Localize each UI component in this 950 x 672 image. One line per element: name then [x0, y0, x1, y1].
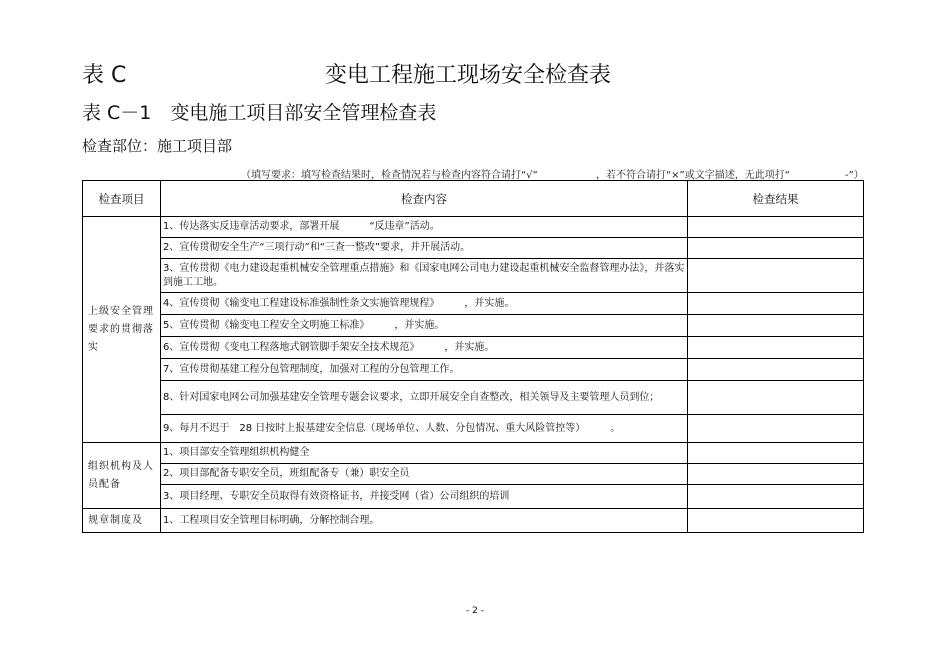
check-content-cell: 2、项目部配备专职安全员，班组配备专（兼）职安全员: [161, 464, 688, 485]
check-content-cell: 3、宣传贯彻《电力建设起重机械安全管理重点措施》和《国家电网公司电力建设起重机械安全监督管理办法》，并落实到施工工地。: [161, 259, 688, 293]
table-row: [83, 315, 864, 337]
check-result-cell[interactable]: [688, 238, 864, 259]
table-row: [83, 464, 864, 485]
table-row: [83, 337, 864, 359]
main-title: 变电工程施工现场安全检查表: [325, 63, 612, 88]
category-cell: 上级安全管理要求的贯彻落实: [83, 217, 161, 443]
department-label: 检查部位：施工项目部: [82, 137, 233, 155]
table-row: [83, 443, 864, 464]
check-result-cell[interactable]: [688, 337, 864, 359]
check-result-cell[interactable]: [688, 509, 864, 533]
table-row: [83, 509, 864, 533]
table-row: [83, 359, 864, 381]
table-code: 表 C: [82, 63, 127, 88]
check-result-cell[interactable]: [688, 315, 864, 337]
check-content-cell: 3、项目经理、专职安全员取得有效资格证书，并接受网（省）公司组织的培训: [161, 485, 688, 509]
check-result-cell[interactable]: [688, 259, 864, 293]
check-content-cell: 7、宣传贯彻基建工程分包管理制度，加强对工程的分包管理工作。: [161, 359, 688, 381]
check-result-cell[interactable]: [688, 415, 864, 443]
table-header-row: [83, 181, 864, 217]
table-row: [83, 217, 864, 238]
check-content-cell: 4、宣传贯彻《输变电工程建设标准强制性条文实施管理规程》 ，并实施。: [161, 293, 688, 315]
fill-note-1: （填写要求：填写检查结果时，检查情况若与检查内容符合请打“√”: [241, 170, 538, 181]
table-row: [83, 259, 864, 293]
check-content-cell: 8、针对国家电网公司加强基建安全管理专题会议要求，立即开展安全自查整改，相关领导及主要管理人员到位；: [161, 381, 688, 415]
category-cell: 规章制度及: [83, 509, 161, 533]
table-row: [83, 485, 864, 509]
check-result-cell[interactable]: [688, 293, 864, 315]
check-content-cell: 5、宣传贯彻《输变电工程安全文明施工标准》 ，并实施。: [161, 315, 688, 337]
check-content-cell: 1、传达落实反违章活动要求，部署开展 “反违章”活动。: [161, 217, 688, 238]
table-row: [83, 293, 864, 315]
check-result-cell[interactable]: [688, 359, 864, 381]
check-content-cell: 9、每月不迟于 28 日按时上报基建安全信息（现场单位、人数、分包情况、重大风险管控等） 。: [161, 415, 688, 443]
check-result-cell[interactable]: [688, 443, 864, 464]
safety-check-table: [82, 180, 864, 533]
fill-note-3: -”）: [845, 170, 864, 181]
column-header-item: 检查项目: [83, 181, 161, 217]
check-content-cell: 6、宣传贯彻《变电工程落地式钢管脚手架安全技术规范》 ，并实施。: [161, 337, 688, 359]
column-header-result: 检查结果: [688, 181, 864, 217]
check-content-cell: 1、项目部安全管理组织机构健全: [161, 443, 688, 464]
page-number: - 2 -: [466, 606, 484, 616]
category-cell: 组织机构及人员配备: [83, 443, 161, 509]
check-result-cell[interactable]: [688, 485, 864, 509]
table-row: [83, 381, 864, 415]
check-result-cell[interactable]: [688, 381, 864, 415]
table-row: [83, 238, 864, 259]
check-content-cell: 1、工程项目安全管理目标明确，分解控制合理。: [161, 509, 688, 533]
check-content-cell: 2、宣传贯彻安全生产“三项行动”和“三查一整改”要求，并开展活动。: [161, 238, 688, 259]
check-result-cell[interactable]: [688, 217, 864, 238]
column-header-content: 检查内容: [161, 181, 688, 217]
check-result-cell[interactable]: [688, 464, 864, 485]
sub-title: 表 C－1 变电施工项目部安全管理检查表: [82, 102, 437, 124]
table-row: [83, 415, 864, 443]
fill-note-2: ，若不符合请打“×”或文字描述，无此项打“: [596, 170, 790, 181]
